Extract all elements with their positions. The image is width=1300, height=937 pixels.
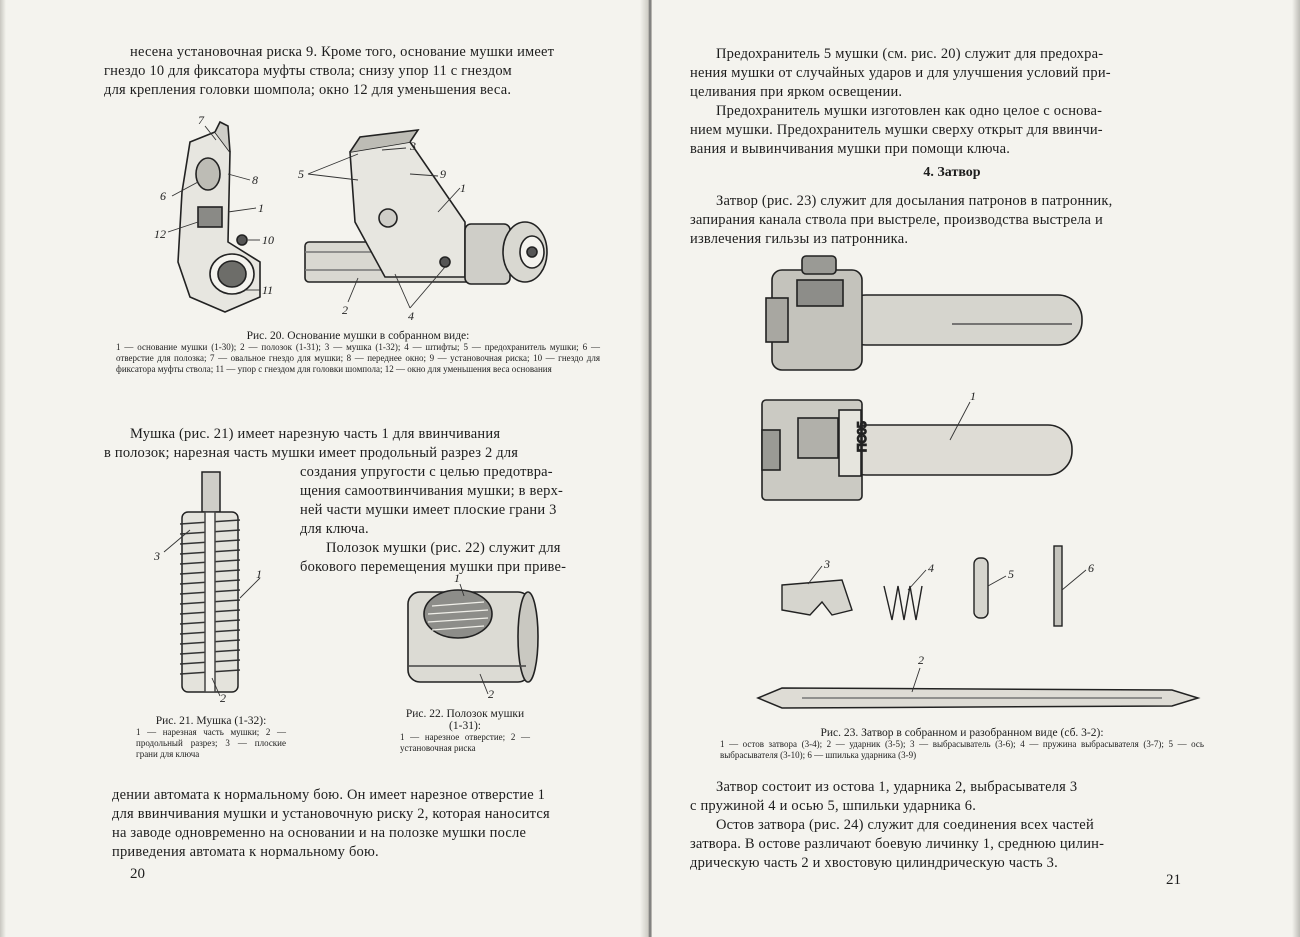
fig22-drawing: [398, 570, 548, 700]
fig21-title: Рис. 21. Мушка (1-32):: [155, 715, 267, 727]
section-heading: 4. Затвор: [923, 165, 981, 180]
right-para-1: [690, 45, 1202, 159]
fig20-label: 1: [460, 181, 466, 195]
page-edge: [0, 0, 6, 937]
fig23-label: 2: [918, 653, 924, 667]
fig20-title: Рис. 20. Основание мушки в собранном виде:: [246, 330, 470, 342]
text-line: приведения автомата к нормальному бою.: [112, 844, 379, 860]
axle-illustration: [974, 558, 988, 618]
text-line: на заводе одновременно на основании и на полозке мушки после: [112, 825, 527, 841]
left-para-bottom: [112, 786, 622, 862]
text-line: бокового перемещения мушки при приве-: [300, 559, 567, 575]
fig21-legend: 1 — нарезная часть мушки; 2 — продольный разрез; 3 — плоские грани для ключа: [136, 727, 286, 759]
fig23-title: Рис. 23. Затвор в собранном и разобранном виде (сб. 3-2):: [820, 727, 1104, 739]
fig23-drawing: [742, 250, 1222, 720]
fig23-label: 6: [1088, 561, 1094, 575]
text-line: Остов затвора (рис. 24) служит для соединения всех частей: [716, 817, 1094, 833]
left-para-mid: [104, 425, 616, 463]
text-line: вания и вывинчивания мушки при помощи ключа.: [690, 141, 1011, 157]
text-line: Предохранитель 5 мушки (см. рис. 20) служит для предохра-: [716, 46, 1104, 62]
text-line: дении автомата к нормальному бою. Он имеет нарезное отверстие 1: [112, 787, 546, 803]
fig20-label: 5: [298, 167, 304, 181]
page-edge: [1292, 0, 1300, 937]
fig20-label: 12: [154, 227, 166, 241]
right-page: [652, 0, 1300, 937]
fig20-label: 7: [198, 113, 204, 127]
fig21-label: 3: [154, 549, 160, 563]
text-line: нения мушки от случайных ударов и для улучшения условий при-: [690, 65, 1111, 81]
fig22-caption: [400, 708, 530, 754]
fig20-caption: [116, 330, 600, 375]
text-line: Затвор (рис. 23) служит для досылания патронов в патронник,: [716, 193, 1113, 209]
fig23-label: 4: [928, 561, 934, 575]
fig21-label: 1: [256, 567, 262, 581]
fig20-drawing: [120, 112, 590, 327]
right-para-4: [690, 778, 1204, 873]
fig20-label: 9: [440, 167, 446, 181]
fig21-drawing: [150, 468, 280, 703]
front-sight-illustration: [180, 472, 240, 692]
page-number: 20: [130, 866, 145, 882]
fig22-legend: 1 — нарезное отверстие; 2 — установочная риска: [400, 732, 530, 753]
text-line: дрическую часть 2 и хвостовую цилиндрическую часть 3.: [690, 855, 1058, 871]
bolt-assembled-illustration: [766, 256, 1082, 370]
fig20-label: 1: [258, 201, 264, 215]
fig23-label: 1: [970, 389, 976, 403]
fig23-label: 5: [1008, 567, 1014, 581]
text-line: для ввинчивания мушки и установочную риску 2, которая наносится: [112, 806, 550, 822]
fig20-label: 3: [410, 139, 416, 153]
left-para-top: [104, 43, 612, 100]
text-line: Полозок мушки (рис. 22) служит для: [326, 540, 561, 556]
text-line: для крепления головки шомпола; окно 12 для уменьшения веса.: [104, 82, 512, 98]
pin-illustration: [1054, 546, 1062, 626]
text-line: запирания канала ствола при выстреле, производства выстрела и: [690, 212, 1103, 228]
fig21-label: 2: [220, 691, 226, 705]
text-line: извлечения гильзы из патронника.: [690, 231, 909, 247]
ejector-illustration: [782, 580, 852, 615]
fig23-caption: [720, 727, 1204, 761]
fig23-label: 3: [824, 557, 830, 571]
right-para-3: [690, 192, 1204, 249]
fig20-label: 8: [252, 173, 258, 187]
text-line: Затвор состоит из остова 1, ударника 2, выбрасывателя 3: [716, 779, 1078, 795]
text-line: щения самоотвинчивания мушки; в верх-: [300, 483, 564, 499]
fig21-caption: [136, 715, 286, 760]
text-line: Мушка (рис. 21) имеет нарезную часть 1 для ввинчивания: [130, 426, 501, 442]
left-page: [0, 0, 648, 937]
text-line: несена установочная риска 9. Кроме того, основание мушки имеет: [130, 44, 555, 60]
fig20-label: 10: [262, 233, 274, 247]
text-line: в полозок; нарезная часть мушки имеет продольный разрез 2 для: [104, 445, 519, 461]
text-line: гнездо 10 для фиксатора муфты ствола; снизу упор 11 с гнездом: [104, 63, 512, 79]
text-line: с пружиной 4 и осью 5, шпильки ударника 6.: [690, 798, 977, 814]
bolt-body-illustration: [762, 400, 1072, 500]
sight-base-illustration: [178, 122, 260, 312]
fig20-label: 11: [262, 283, 274, 297]
text-line: нием мушки. Предохранитель мушки сверху открыт для ввинчи-: [690, 122, 1103, 138]
text-line: создания упругости с целью предотвра-: [300, 464, 553, 480]
barrel-assembly-illustration: [305, 130, 547, 284]
text-line: для ключа.: [300, 521, 369, 537]
fig20-label: 4: [408, 309, 414, 323]
fig20-label: 6: [160, 189, 166, 203]
fig20-label: 2: [342, 303, 348, 317]
slide-illustration: [408, 590, 538, 682]
text-line: ней части мушки имеет плоские грани 3: [300, 502, 557, 518]
fig22-label: 2: [488, 687, 494, 701]
spring-illustration: [884, 586, 922, 620]
text-line: целивания при ярком освещении.: [690, 84, 903, 100]
left-para-narrow: [300, 463, 616, 577]
bolt-marking: ПС05: [855, 421, 869, 452]
fig23-legend: 1 — остов затвора (3-4); 2 — ударник (3-5); 3 — выбрасыватель (3-6); 4 — пружина выбрасывателя (3-7); 5 — ось выбрасывателя (3-10); 6 — шпилька ударника (3-9): [720, 739, 1204, 760]
firing-pin-illustration: [758, 688, 1198, 708]
fig22-title: Рис. 22. Полозок мушки (1-31):: [405, 708, 525, 732]
text-line: Предохранитель мушки изготовлен как одно целое с основа-: [716, 103, 1103, 119]
fig20-legend: 1 — основание мушки (1-30); 2 — полозок (1-31); 3 — мушка (1-32); 4 — штифты; 5 — предохранитель мушки; 6 — отверстие для полозка; 7 — овальное гнездо для мушки; 8 — переднее окно; 9 — установочная риска; 10 — гнездо для фиксатора муфты ствола; 11 — упор с гнездом для головки шомпола; 12 — окно для уменьшения веса основания: [116, 342, 600, 374]
text-line: затвора. В остове различают боевую личинку 1, среднюю цилин-: [690, 836, 1105, 852]
fig22-label: 1: [454, 571, 460, 585]
page-number: 21: [1166, 872, 1181, 888]
